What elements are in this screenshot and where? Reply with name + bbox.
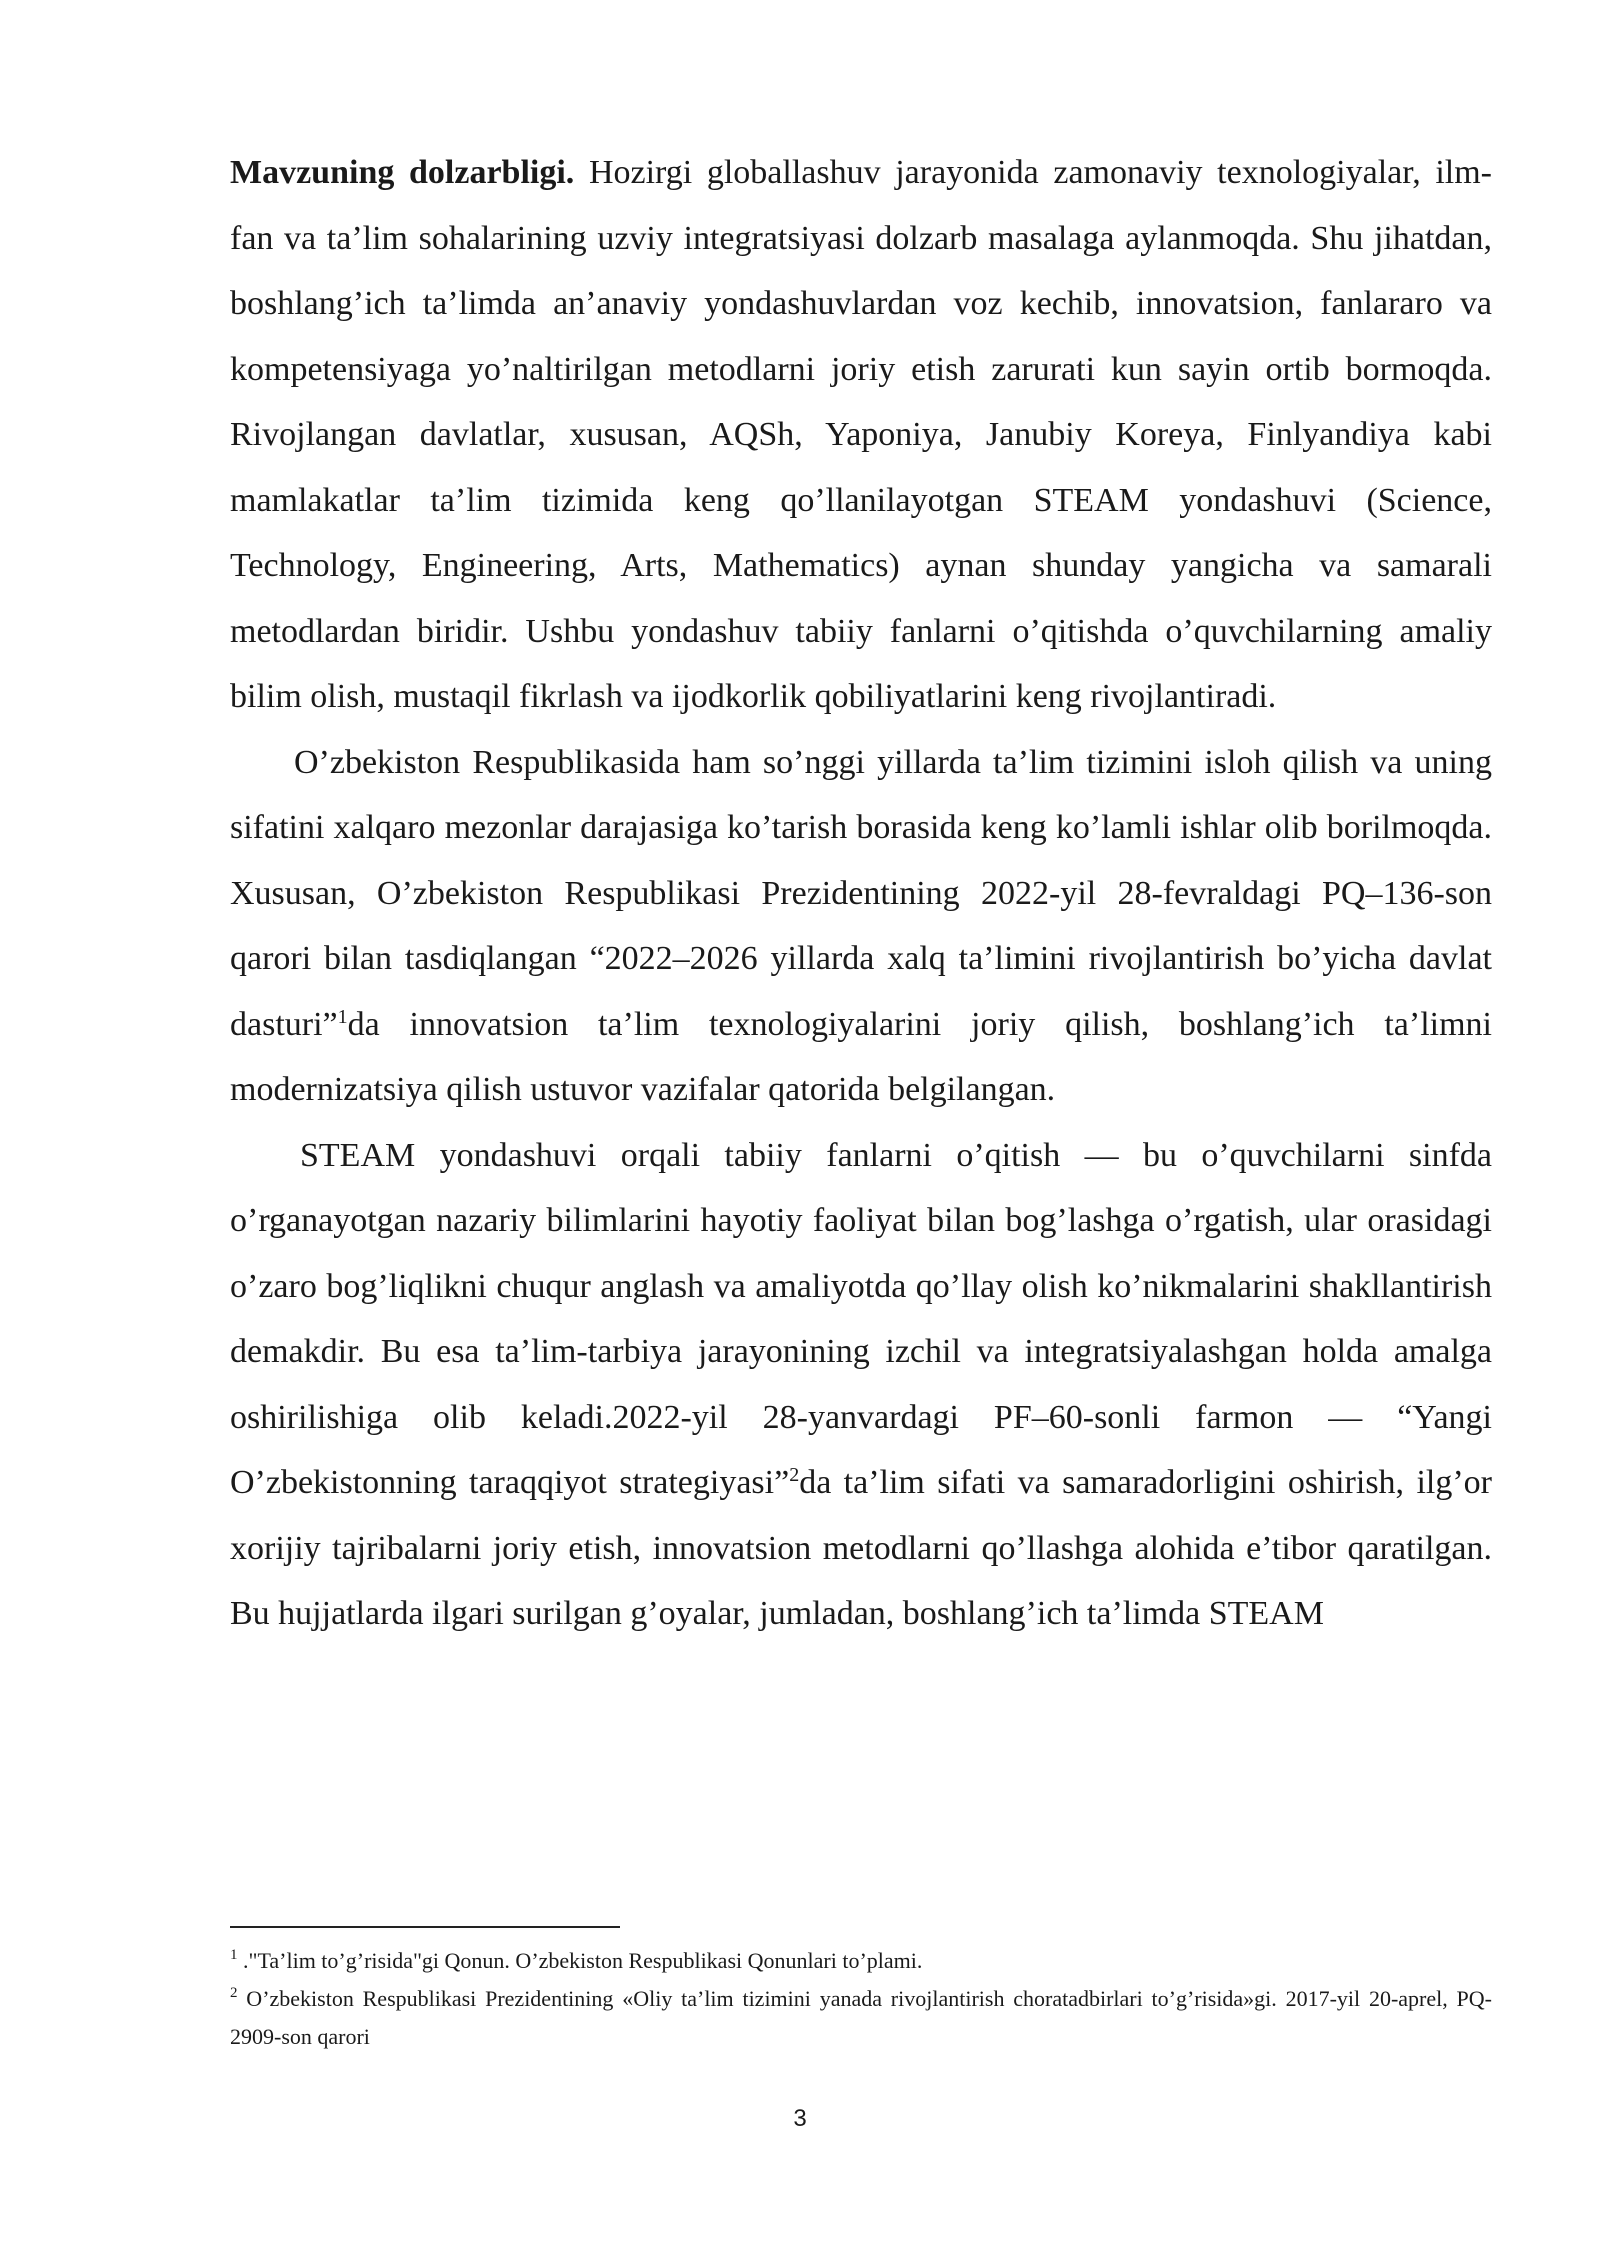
- paragraph-2-text-b: da innovatsion ta’lim texnologiyalarini joriy qilish, boshlang’ich ta’limni modernizatsiya qilish ustuvor vazifalar qatorida belgilangan.: [230, 1005, 1492, 1108]
- footnote-ref-2[interactable]: 2: [789, 1464, 800, 1486]
- footnote-1: [230, 1942, 1492, 1980]
- footnotes: [230, 1942, 1492, 2056]
- paragraph-3-text-b: da ta’lim sifati va samaradorligini oshirish, ilg’or xorijiy tajribalarni joriy etish, innovatsion metodlarni qo’llashga alohida e’tibor qaratilgan. Bu hujjatlarda ilgari surilgan g’oyalar, jumladan, boshlang’ich ta’limda STEAM: [230, 1464, 1492, 1632]
- footnote-1-mark: 1: [230, 1947, 238, 1963]
- footnote-separator: [230, 1926, 620, 1928]
- paragraph-3: [230, 1123, 1492, 1647]
- page-number: 3: [793, 2105, 807, 2132]
- paragraph-3-text-a: STEAM yondashuvi orqali tabiiy fanlarni o’qitish — bu o’quvchilarni sinfda o’rganayotgan nazariy bilimlarini hayotiy faoliyat bilan bog’lashga o’rgatish, ular orasidagi o’zaro bog’liqlikni chuqur anglash va amaliyotda qo’llay olish ko’nikmalarini shakllantirish demakdir. Bu esa ta’lim-tarbiya jarayonining izchil va integratsiyalashgan holda amalga oshirilishiga olib keladi.2022-yil 28-yanvardagi PF–60-sonli farmon — “Yangi O’zbekistonning taraqqiyot strategiyasi”: [230, 1136, 1492, 1501]
- paragraph-1-text: Hozirgi globallashuv jarayonida zamonaviy texnologiyalar, ilm-fan va ta’lim sohalarining uzviy integratsiyasi dolzarb masalaga aylanmoqda. Shu jihatdan, boshlang’ich ta’limda an’anaviy yondashuvlardan voz kechib, innovatsion, fanlararo va kompetensiyaga yo’naltirilgan metodlarni joriy etish zarurati kun sayin ortib bormoqda. Rivojlangan davlatlar, xususan, AQSh, Yaponiya, Janubiy Koreya, Finlyandiya kabi mamlakatlar ta’lim tizimida keng qo’llanilayotgan STEAM yondashuvi (Science, Technology, Engineering, Arts, Mathematics) aynan shunday yangicha va samarali metodlardan biridir. Ushbu yondashuv tabiiy fanlarni o’qitishda o’quvchilarning amaliy bilim olish, mustaqil fikrlash va ijodkorlik qobiliyatlarini keng rivojlantiradi.: [230, 154, 1492, 715]
- paragraph-1: [230, 140, 1492, 730]
- footnote-ref-1[interactable]: 1: [337, 1005, 348, 1028]
- body-text: [230, 140, 1492, 1647]
- footnote-2-mark: 2: [230, 1985, 238, 2001]
- footnote-2: [230, 1980, 1492, 2056]
- paragraph-2-text-a: O’zbekiston Respublikasida ham so’nggi yillarda ta’lim tizimini isloh qilish va uning sifatini xalqaro mezonlar darajasiga ko’tarish borasida keng ko’lamli ishlar olib borilmoqda. Xususan, O’zbekiston Respublikasi Prezidentining 2022-yil 28-fevraldagi PQ–136-son qarori bilan tasdiqlangan “2022–2026 yillarda xalq ta’limini rivojlantirish bo’yicha davlat dasturi”: [230, 743, 1492, 1043]
- paragraph-2: [230, 730, 1492, 1123]
- section-heading: Mavzuning dolzarbligi.: [230, 154, 575, 191]
- footnote-2-text: O’zbekiston Respublikasi Prezidentining «Oliy ta’lim tizimini yanada rivojlantirish choratadbirlari to’g’risida»gi. 2017-yil 20-aprel, PQ-2909-son qarori: [230, 1986, 1492, 2049]
- footnote-1-text: ."Ta’lim to’g’risida"gi Qonun. O’zbekiston Respublikasi Qonunlari to’plami.: [237, 1948, 923, 1973]
